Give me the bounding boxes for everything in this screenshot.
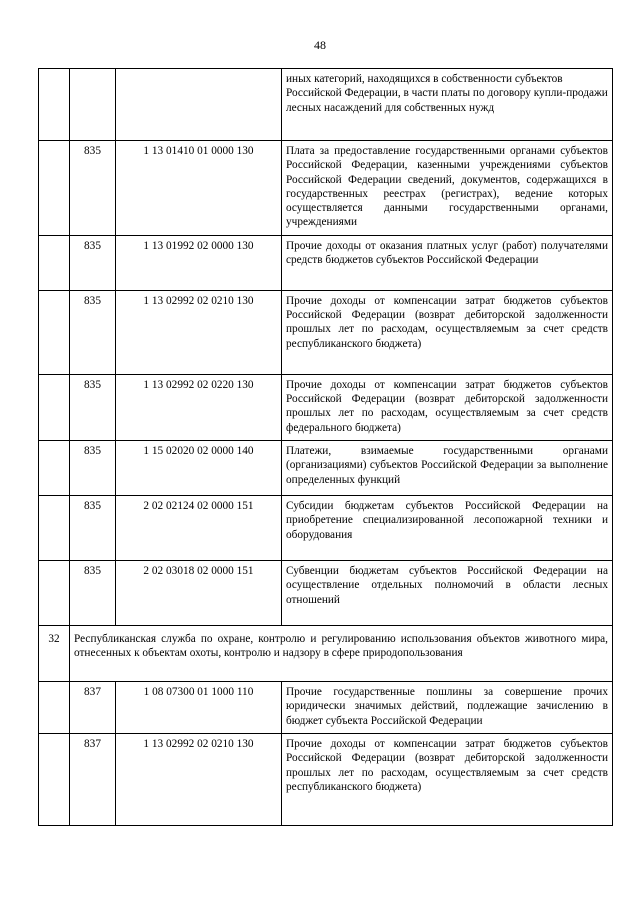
description-cell: Прочие доходы от оказания платных услуг (работ) получателями средств бюджетов субъектов Российской Федерации: [282, 235, 613, 290]
row-number-cell: [39, 495, 70, 560]
revenue-code-cell: 1 13 01410 01 0000 130: [116, 141, 282, 236]
description-cell: Прочие государственные пошлины за совершение прочих юридически значимых действий, подлежащие зачислению в бюджет субъекта Российской Федерации: [282, 681, 613, 733]
section-header-row: [39, 625, 613, 681]
table-row: [39, 235, 613, 290]
description-cell: Платежи, взимаемые государственными органами (организациями) субъектов Российской Федерации за выполнение определенных функций: [282, 440, 613, 495]
description-cell: иных категорий, находящихся в собственности субъектов Российской Федерации, в части платы по договору купли-продажи лесных насаждений для собственных нужд: [282, 69, 613, 141]
admin-code-cell: 837: [70, 733, 116, 825]
table-row: [39, 374, 613, 440]
row-number-cell: [39, 141, 70, 236]
revenue-code-cell: [116, 69, 282, 141]
revenue-code-cell: 1 08 07300 01 1000 110: [116, 681, 282, 733]
description-cell: Субвенции бюджетам субъектов Российской Федерации на осуществление отдельных полномочий в области лесных отношений: [282, 560, 613, 625]
table-row: [39, 290, 613, 374]
section-title-cell: Республиканская служба по охране, контролю и регулированию использования объектов животного мира, отнесенных к объектам охоты, контролю и надзору в сфере природопользования: [70, 625, 613, 681]
admin-code-cell: 837: [70, 681, 116, 733]
row-number-cell: [39, 681, 70, 733]
description-cell: Прочие доходы от компенсации затрат бюджетов субъектов Российской Федерации (возврат дебиторской задолженности прошлых лет по расходам, осуществляемым за счет средств республиканского бюджета): [282, 733, 613, 825]
description-cell: Прочие доходы от компенсации затрат бюджетов субъектов Российской Федерации (возврат дебиторской задолженности прошлых лет по расходам, осуществляемым за счет средств федерального бюджета): [282, 374, 613, 440]
table-row: [39, 560, 613, 625]
admin-code-cell: 835: [70, 235, 116, 290]
revenue-codes-table: [38, 68, 613, 826]
row-number-cell: [39, 733, 70, 825]
table-row: [39, 681, 613, 733]
revenue-code-cell: 1 13 01992 02 0000 130: [116, 235, 282, 290]
admin-code-cell: 835: [70, 374, 116, 440]
table-row: [39, 495, 613, 560]
revenue-code-cell: 1 13 02992 02 0210 130: [116, 733, 282, 825]
admin-code-cell: [70, 69, 116, 141]
row-number-cell: [39, 560, 70, 625]
admin-code-cell: 835: [70, 560, 116, 625]
table-row: [39, 69, 613, 141]
revenue-code-cell: 2 02 02124 02 0000 151: [116, 495, 282, 560]
row-number-cell: [39, 290, 70, 374]
table-row: [39, 141, 613, 236]
admin-code-cell: 835: [70, 440, 116, 495]
row-number-cell: [39, 235, 70, 290]
revenue-code-cell: 2 02 03018 02 0000 151: [116, 560, 282, 625]
section-number-cell: 32: [39, 625, 70, 681]
row-number-cell: [39, 69, 70, 141]
row-number-cell: [39, 374, 70, 440]
description-cell: Плата за предоставление государственными органами субъектов Российской Федерации, казенными учреждениями субъектов Российской Федерации сведений, документов, содержащихся в государственных реестрах (регистрах), ведение которых осуществляется данными государственными органами, учреждениями: [282, 141, 613, 236]
table-row: [39, 733, 613, 825]
page-number: 48: [314, 38, 326, 52]
description-cell: Прочие доходы от компенсации затрат бюджетов субъектов Российской Федерации (возврат дебиторской задолженности прошлых лет по расходам, осуществляемым за счет средств республиканского бюджета): [282, 290, 613, 374]
description-cell: Субсидии бюджетам субъектов Российской Федерации на приобретение специализированной лесопожарной техники и оборудования: [282, 495, 613, 560]
admin-code-cell: 835: [70, 141, 116, 236]
revenue-code-cell: 1 15 02020 02 0000 140: [116, 440, 282, 495]
admin-code-cell: 835: [70, 290, 116, 374]
revenue-code-cell: 1 13 02992 02 0220 130: [116, 374, 282, 440]
admin-code-cell: 835: [70, 495, 116, 560]
revenue-code-cell: 1 13 02992 02 0210 130: [116, 290, 282, 374]
table-row: [39, 440, 613, 495]
row-number-cell: [39, 440, 70, 495]
